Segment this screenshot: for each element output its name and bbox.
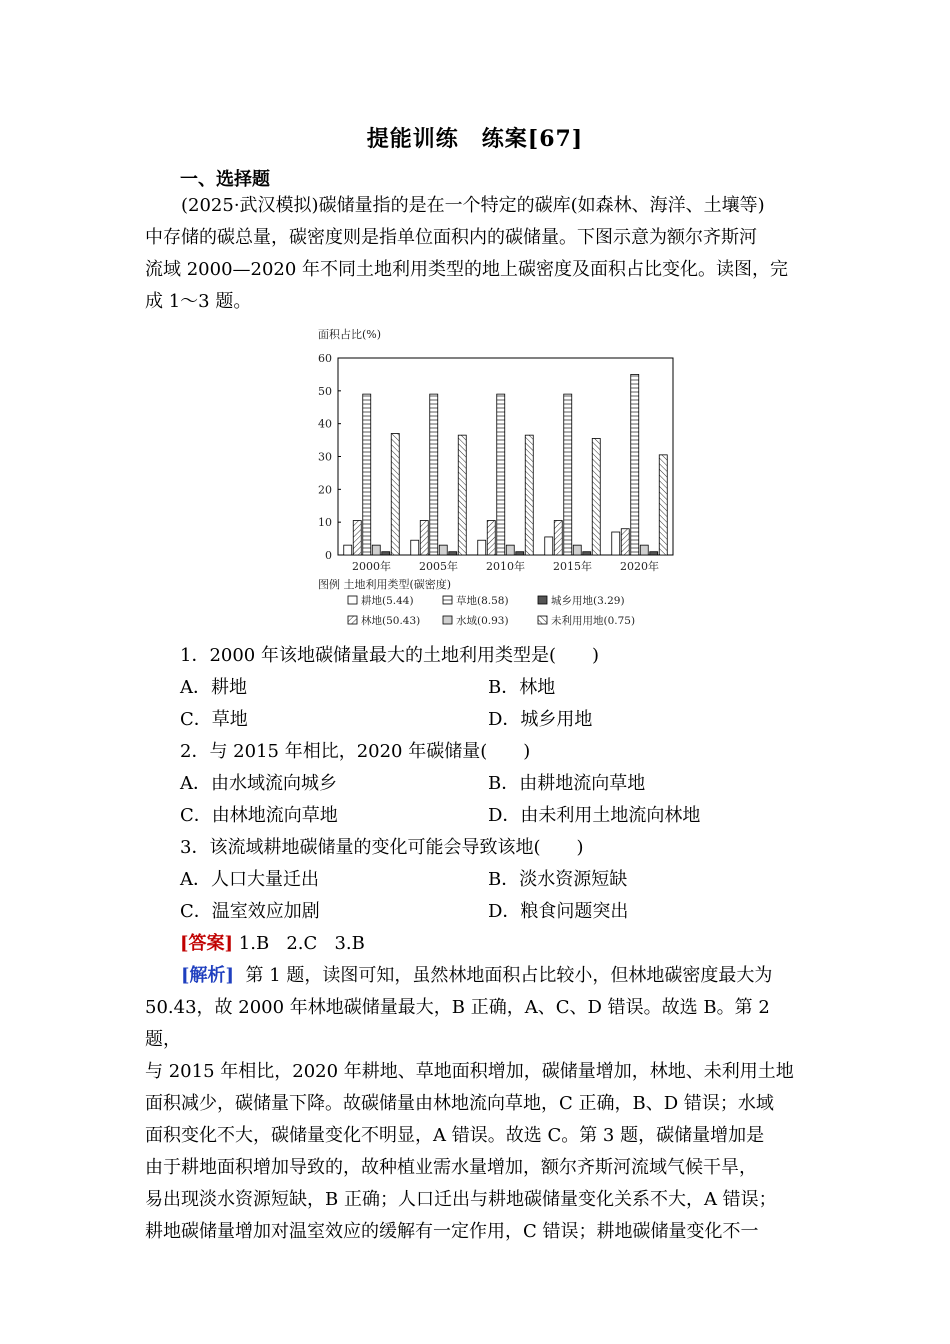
bar-grassland [564, 394, 572, 555]
bar-forest [420, 521, 428, 555]
q3-option-c: C．温室效应加剧 [180, 901, 320, 922]
bar-farmland [612, 532, 620, 555]
bar-water [372, 545, 380, 555]
q1-option-c: C．草地 [180, 709, 248, 730]
bar-unused [659, 455, 667, 555]
q2-option-a: A．由水域流向城乡 [180, 773, 337, 794]
answer-label: [答案] [180, 933, 234, 954]
bar-grassland [497, 394, 505, 555]
bar-urban-rural [382, 552, 390, 555]
plot-frame [338, 358, 673, 555]
bar-urban-rural [650, 552, 658, 555]
y-tick-label: 30 [318, 450, 332, 464]
bar-forest [487, 521, 495, 555]
bar-urban-rural [449, 552, 457, 555]
y-tick-label: 40 [318, 417, 332, 431]
analysis-line: 面积变化不大，碳储量变化不明显，A 错误。故选 C。第 3 题，碳储量增加是 [145, 1125, 765, 1146]
x-tick-label: 2015年 [553, 560, 592, 573]
bar-farmland [478, 540, 486, 555]
x-tick-label: 2000年 [352, 560, 391, 573]
bar-farmland [344, 545, 352, 555]
question-3: 3．该流域耕地碳储量的变化可能会导致该地( ) [180, 837, 584, 858]
bar-urban-rural [516, 552, 524, 555]
analysis-line: 易出现淡水资源短缺，B 正确；人口迁出与耕地碳储量变化关系不大，A 错误； [145, 1189, 777, 1210]
x-tick-label: 2020年 [620, 560, 659, 573]
y-tick-label: 60 [318, 352, 332, 365]
analysis-line: 与 2015 年相比，2020 年耕地、草地面积增加，碳储量增加，林地、未利用土地 [145, 1061, 794, 1082]
question-2: 2．与 2015 年相比，2020 年碳储量( ) [180, 741, 531, 762]
q3-option-a: A．人口大量迁出 [180, 869, 319, 890]
bar-urban-rural [583, 552, 591, 555]
bar-grassland [631, 374, 639, 555]
intro-source: (2025·武汉模拟) [181, 195, 319, 216]
q3-option-b: B．淡水资源短缺 [488, 869, 628, 890]
legend-swatch [443, 616, 452, 624]
legend-entry: 水域(0.93) [456, 615, 509, 627]
bar-grassland [430, 394, 438, 555]
q2-option-c: C．由林地流向草地 [180, 805, 338, 826]
y-tick-label: 50 [318, 384, 332, 398]
legend-entry: 耕地(5.44) [361, 595, 414, 607]
q3-option-d: D．粮食问题突出 [488, 901, 629, 922]
bar-unused [458, 435, 466, 555]
legend-entry: 城乡用地(3.29) [551, 595, 625, 607]
legend-entry: 草地(8.58) [456, 595, 509, 607]
bar-forest [353, 521, 361, 555]
answer-text: 1.B 2.C 3.B [233, 933, 365, 954]
y-tick-label: 0 [325, 549, 332, 562]
bar-unused [391, 434, 399, 555]
bar-farmland [545, 537, 553, 555]
bar-unused [592, 438, 600, 555]
analysis-line: 第 1 题，读图可知，虽然林地面积占比较小，但林地碳密度最大为 [234, 965, 773, 986]
answer-line [180, 928, 365, 960]
q2-option-b: B．由耕地流向草地 [488, 773, 646, 794]
bar-grassland [363, 394, 371, 555]
intro-line: 成 1～3 题。 [145, 291, 252, 312]
y-tick-label: 10 [318, 516, 332, 530]
bar-farmland [411, 540, 419, 555]
intro-line: 流域 2000—2020 年不同土地利用类型的地上碳密度及面积占比变化。读图，完 [145, 259, 789, 280]
legend-entry: 林地(50.43) [361, 615, 421, 627]
y-axis-label: 面积占比(%) [318, 328, 382, 341]
x-tick-label: 2005年 [419, 560, 458, 573]
bar-water [506, 545, 514, 555]
bar-water [640, 545, 648, 555]
legend-entry: 未利用用地(0.75) [551, 615, 636, 627]
analysis-line: 耕地碳储量增加对温室效应的缓解有一定作用，C 错误；耕地碳储量变化不一 [145, 1221, 759, 1242]
bar-unused [525, 435, 533, 555]
bar-forest [621, 529, 629, 555]
bar-forest [554, 521, 562, 555]
q1-option-d: D．城乡用地 [488, 709, 593, 730]
area-share-bar-chart [308, 322, 688, 634]
legend-swatch [443, 596, 452, 604]
q1-option-a: A．耕地 [180, 677, 247, 698]
analysis-line: 面积减少，碳储量下降。故碳储量由林地流向草地，C 正确，B、D 错误；水域 [145, 1093, 774, 1114]
section-heading: 一、选择题 [180, 169, 270, 190]
legend-swatch [538, 616, 547, 624]
bar-water [573, 545, 581, 555]
q2-option-d: D．由未利用土地流向林地 [488, 805, 701, 826]
analysis-paragraph [145, 960, 810, 1248]
legend-swatch [348, 616, 357, 624]
legend-title: 图例 土地利用类型(碳密度) [318, 578, 452, 591]
q1-option-b: B．林地 [488, 677, 556, 698]
legend-swatch [348, 596, 357, 604]
intro-line: 碳储量指的是在一个特定的碳库(如森林、海洋、土壤等) [318, 195, 765, 216]
intro-paragraph [145, 190, 810, 318]
analysis-line: 由于耕地面积增加导致的，故种植业需水量增加，额尔齐斯河流域气候干旱， [145, 1157, 757, 1178]
analysis-line: 50.43，故 2000 年林地碳储量最大，B 正确，A、C、D 错误。故选 B。第 2 题， [145, 997, 770, 1050]
question-1: 1．2000 年该地碳储量最大的土地利用类型是( ) [180, 645, 600, 666]
x-tick-label: 2010年 [486, 560, 525, 573]
analysis-label: [解析] [181, 965, 235, 986]
legend-swatch [538, 596, 547, 604]
y-tick-label: 20 [318, 483, 332, 497]
page-title: 提能训练 练案[67] [366, 126, 584, 152]
intro-line: 中存储的碳总量，碳密度则是指单位面积内的碳储量。下图示意为额尔齐斯河 [145, 227, 757, 248]
bar-water [439, 545, 447, 555]
